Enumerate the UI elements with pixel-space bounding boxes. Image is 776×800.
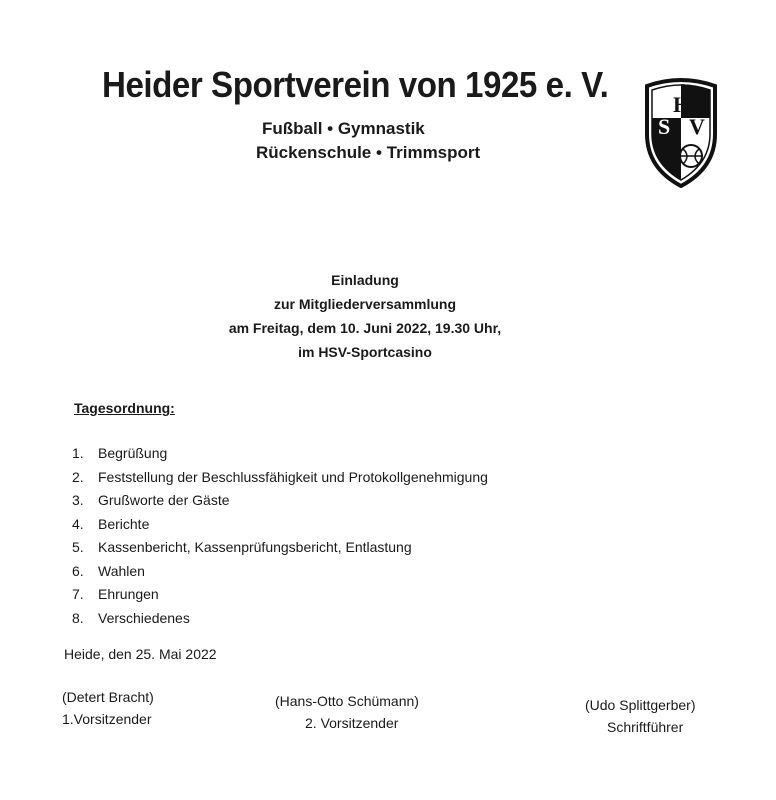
agenda-item [72, 513, 488, 537]
invitation-title: Einladung [331, 272, 399, 288]
sports-line-1: Fußball • Gymnastik [262, 119, 425, 138]
agenda-item [72, 442, 488, 466]
agenda-item-number: 5. [72, 539, 84, 555]
agenda-title: Tagesordnung: [74, 400, 175, 416]
invitation-subject: zur Mitgliederversammlung [273, 296, 457, 312]
agenda-item-text: Verschiedenes [98, 609, 190, 626]
signatory-role: 2. Vorsitzender [305, 715, 399, 731]
agenda-item-text: Grußworte der Gäste [98, 492, 230, 508]
agenda-item-text: Feststellung der Beschlussfähigkeit und Protokollgenehmigung [98, 468, 488, 485]
signatory-name: (Detert Bracht) [62, 689, 154, 705]
agenda-item [72, 583, 488, 607]
agenda-item-text: Kassenbericht, Kassenprüfungsbericht, Entlastung [98, 539, 412, 555]
sports-line-2: Rückenschule • Trimmsport [256, 143, 481, 162]
agenda-item-number: 1. [72, 445, 84, 461]
signatory-name: (Hans-Otto Schümann) [275, 693, 419, 709]
signatory-name: (Udo Splittgerber) [585, 697, 696, 713]
agenda-item-number: 2. [72, 468, 84, 485]
agenda-list [72, 442, 488, 630]
invitation-datetime: am Freitag, dem 10. Juni 2022, 19.30 Uhr, [228, 320, 502, 336]
signatory-role: Schriftführer [607, 719, 684, 735]
agenda-item-number: 7. [72, 586, 84, 602]
place-date-line: Heide, den 25. Mai 2022 [64, 646, 217, 662]
agenda-item-text: Begrüßung [98, 445, 168, 461]
sports-offered [256, 117, 516, 165]
svg-text:V: V [689, 114, 705, 139]
signature-block-vice-chair [275, 690, 419, 734]
svg-text:S: S [658, 114, 671, 139]
agenda-item [72, 607, 488, 631]
agenda-item [72, 489, 488, 513]
agenda-item [72, 466, 488, 490]
invitation-block [200, 268, 530, 364]
agenda-item [72, 536, 488, 560]
agenda-item-number: 4. [72, 515, 84, 532]
agenda-item-number: 8. [72, 609, 84, 626]
agenda-item-text: Berichte [98, 515, 150, 532]
club-name-heading: Heider Sportverein von 1925 e. V. [102, 64, 609, 105]
agenda-item-text: Wahlen [98, 562, 145, 579]
signatory-role: 1.Vorsitzender [62, 711, 152, 727]
agenda-item-text: Ehrungen [98, 586, 159, 602]
svg-text:H: H [673, 92, 691, 117]
club-crest-logo [641, 76, 721, 188]
signature-block-secretary [585, 694, 696, 738]
agenda-item-number: 6. [72, 562, 84, 579]
signature-block-chair [62, 686, 154, 730]
agenda-item-number: 3. [72, 492, 84, 508]
agenda-item [72, 560, 488, 584]
invitation-location: im HSV-Sportcasino [298, 344, 432, 360]
